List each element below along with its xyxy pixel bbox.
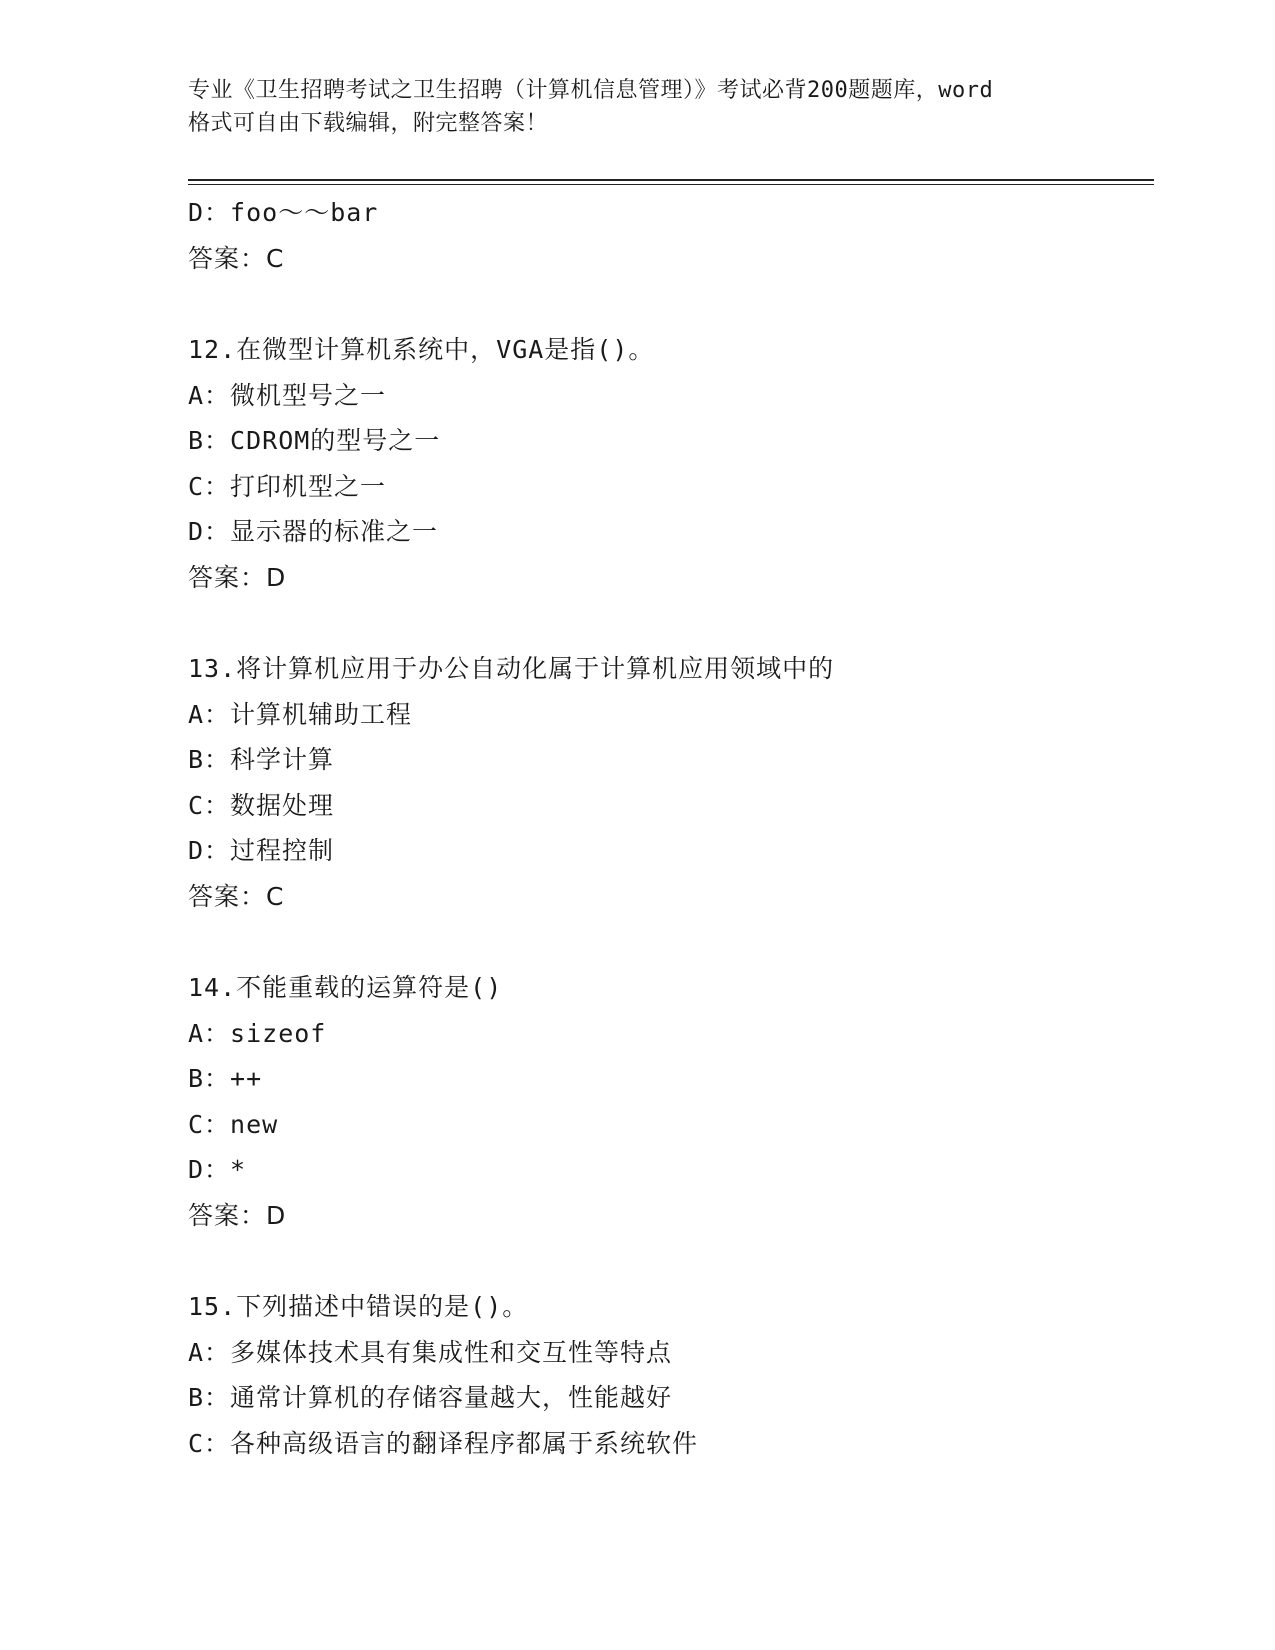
spacer (188, 600, 1148, 646)
question-stem: 15.下列描述中错误的是()。 (188, 1292, 529, 1321)
question-block-14 (188, 965, 1148, 1238)
option-d: D：显示器的标准之一 (188, 517, 439, 546)
answer-line: 答案：C (188, 881, 285, 911)
option-c: C：数据处理 (188, 790, 335, 820)
question-block-11 (188, 190, 1148, 281)
option-b: B：科学计算 (188, 745, 335, 774)
answer-line: 答案：D (188, 562, 287, 592)
option-b: B：++ (188, 1064, 263, 1093)
option-c: C：new (188, 1109, 279, 1139)
option-d: D：过程控制 (188, 836, 335, 865)
option-d: D：foo～～bar (188, 198, 379, 227)
answer-line: 答案：D (188, 1200, 287, 1230)
header-divider-thin (188, 184, 1154, 185)
question-stem: 13.将计算机应用于办公自动化属于计算机应用领域中的 (188, 654, 835, 683)
document-header (188, 74, 1088, 140)
question-block-12 (188, 327, 1148, 600)
question-block-15 (188, 1284, 1148, 1466)
option-b: B：通常计算机的存储容量越大，性能越好 (188, 1383, 673, 1412)
question-stem: 14.不能重载的运算符是() (188, 973, 503, 1002)
option-a: A：sizeof (188, 1018, 327, 1048)
answer-line: 答案：C (188, 243, 285, 273)
option-a: A：多媒体技术具有集成性和交互性等特点 (188, 1337, 673, 1367)
spacer (188, 919, 1148, 965)
question-stem: 12.在微型计算机系统中，VGA是指()。 (188, 335, 655, 364)
header-title-line-2: 格式可自由下载编辑，附完整答案！ (188, 111, 549, 136)
spacer (188, 281, 1148, 327)
option-c: C：打印机型之一 (188, 471, 387, 501)
spacer (188, 1238, 1148, 1284)
option-a: A：微机型号之一 (188, 380, 387, 410)
header-divider-thick (188, 179, 1154, 181)
header-title-line-1: 专业《卫生招聘考试之卫生招聘（计算机信息管理）》考试必背200题题库，word (188, 78, 994, 103)
question-block-13 (188, 646, 1148, 919)
option-b: B：CDROM的型号之一 (188, 426, 441, 455)
option-d: D：* (188, 1155, 247, 1184)
question-list (188, 190, 1148, 1466)
option-a: A：计算机辅助工程 (188, 699, 413, 729)
option-c: C：各种高级语言的翻译程序都属于系统软件 (188, 1428, 699, 1458)
